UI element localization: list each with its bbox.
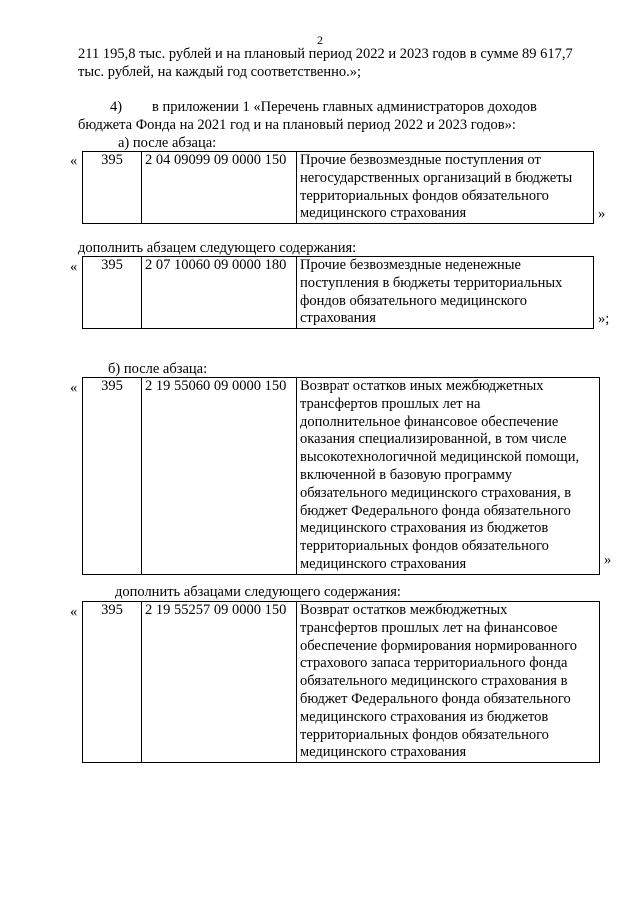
- budget-code: 2 19 55257 09 0000 150: [142, 602, 297, 763]
- admin-code: 395: [83, 257, 142, 329]
- page-number: 2: [317, 33, 323, 47]
- row-line: бюджет Федерального фонда обязательного: [300, 690, 571, 707]
- quote-open-4: «: [70, 604, 78, 620]
- sub-b-heading: б) после абзаца:: [108, 361, 208, 377]
- quote-open-2: «: [70, 259, 78, 275]
- quote-close-2: »;: [598, 311, 610, 327]
- intro-line-1: 211 195,8 тыс. рублей и на плановый период 2022 и 2023 годов в сумме 89 617,7: [78, 46, 573, 62]
- row-line: страхования: [300, 310, 376, 327]
- row-description: [297, 602, 600, 763]
- sub-b-add: дополнить абзацами следующего содержания:: [115, 584, 401, 600]
- row-line: высокотехнологичной медицинской помощи,: [300, 449, 580, 466]
- row-line: дополнительное финансовое обеспечение: [300, 413, 559, 430]
- sub-a-heading: а) после абзаца:: [118, 135, 217, 151]
- row-line: Возврат остатков межбюджетных: [300, 602, 508, 618]
- table-row: [82, 601, 600, 763]
- row-line: медицинского страхования: [300, 744, 467, 761]
- quote-close-3: »: [604, 552, 612, 568]
- row-line: медицинского страхования: [300, 205, 467, 222]
- row-line: медицинского страхования из бюджетов: [300, 520, 549, 537]
- row-line: включенной в базовую программу: [300, 466, 513, 483]
- intro-line-2: тыс. рублей, на каждый год соответственно.»;: [78, 64, 362, 80]
- table-row: [82, 151, 594, 224]
- row-line: Прочие безвозмездные поступления от: [300, 152, 541, 168]
- item-4-line-1: в приложении 1 «Перечень главных администраторов доходов: [152, 99, 537, 115]
- row-line: Прочие безвозмездные неденежные: [300, 257, 521, 273]
- row-line: негосударственных организаций в бюджеты: [300, 169, 573, 186]
- row-line: фондов обязательного медицинского: [300, 292, 527, 309]
- item-4-number: 4): [110, 99, 123, 115]
- item-4-line-2: бюджета Фонда на 2021 год и на плановый период 2022 и 2023 годов»:: [78, 117, 516, 133]
- row-line: медицинского страхования из бюджетов: [300, 708, 549, 725]
- row-line: территориальных фондов обязательного: [300, 187, 549, 204]
- row-line: территориальных фондов обязательного: [300, 538, 549, 555]
- sub-a-add: дополнить абзацем следующего содержания:: [78, 240, 357, 256]
- quote-open-3: «: [70, 380, 78, 396]
- row-line: обеспечение формирования нормированного: [300, 637, 578, 654]
- quote-close-1: »: [598, 206, 606, 222]
- row-line: медицинского страхования: [300, 555, 467, 572]
- row-line: страхового запаса территориального фонда: [300, 655, 568, 672]
- row-line: Возврат остатков иных межбюджетных: [300, 378, 544, 394]
- row-description: [297, 378, 600, 575]
- row-line: трансфертов прошлых лет на: [300, 395, 481, 412]
- row-line: обязательного медицинского страхования, в: [300, 484, 572, 501]
- admin-code: 395: [83, 152, 142, 224]
- admin-code: 395: [83, 378, 142, 575]
- row-line: оказания специализированной, в том числе: [300, 431, 567, 448]
- row-line: поступления в бюджеты территориальных: [300, 274, 563, 291]
- budget-code: 2 19 55060 09 0000 150: [142, 378, 297, 575]
- row-line: бюджет Федерального фонда обязательного: [300, 502, 571, 519]
- table-row: [82, 377, 600, 575]
- quote-open-1: «: [70, 153, 78, 169]
- row-line: территориальных фондов обязательного: [300, 726, 549, 743]
- admin-code: 395: [83, 602, 142, 763]
- row-description: [297, 152, 594, 224]
- row-line: обязательного медицинского страхования в: [300, 673, 568, 690]
- row-description: [297, 257, 594, 329]
- table-row: [82, 256, 594, 329]
- budget-code: 2 07 10060 09 0000 180: [142, 257, 297, 329]
- row-line: трансфертов прошлых лет на финансовое: [300, 619, 558, 636]
- budget-code: 2 04 09099 09 0000 150: [142, 152, 297, 224]
